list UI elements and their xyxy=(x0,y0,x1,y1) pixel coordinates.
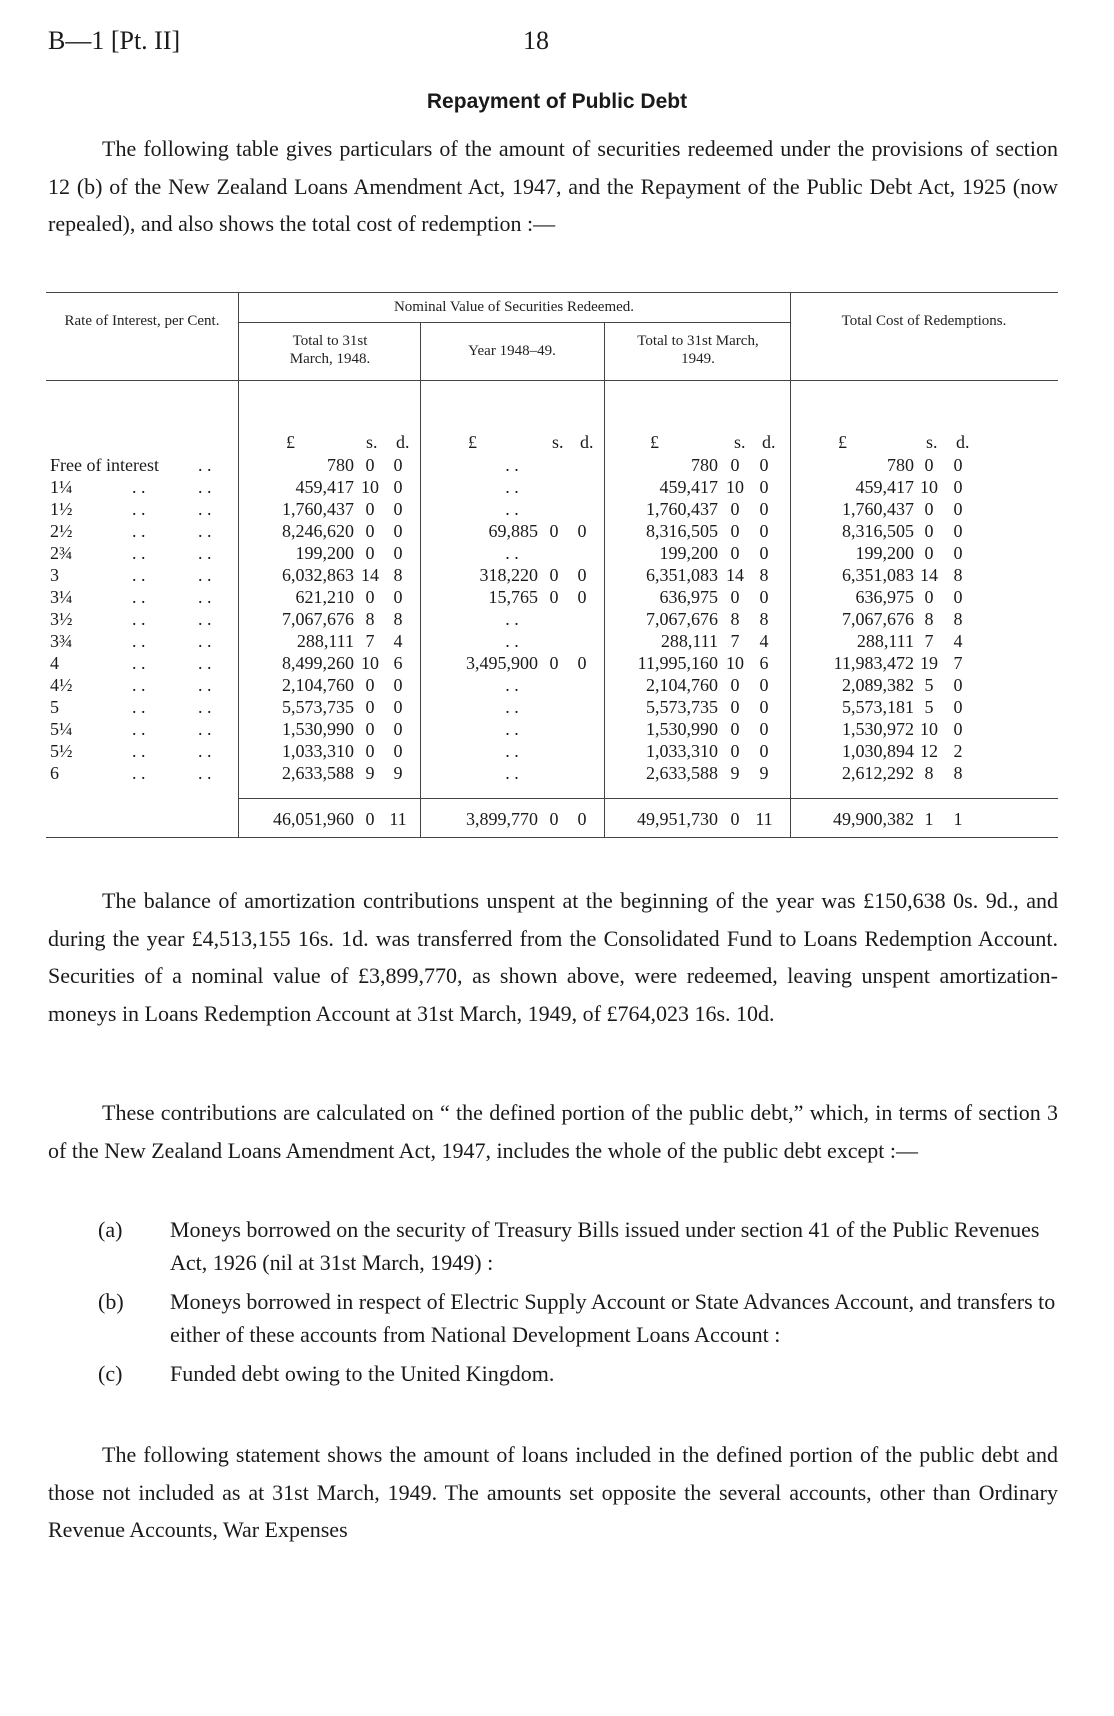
table-row xyxy=(46,520,1058,542)
rate-cell: 6 xyxy=(50,763,59,783)
list-item-text: Moneys borrowed in respect of Electric Supply Account or State Advances Account, and transfers to either of these accounts from National Development Loans Account : xyxy=(170,1289,1056,1347)
cost-pounds: 2,089,382 xyxy=(842,675,914,695)
total-1948-shillings: 0 xyxy=(365,587,375,607)
year-shillings: 0 xyxy=(549,809,559,829)
total-1949-shillings: 0 xyxy=(730,809,740,829)
total-1948-pounds: 621,210 xyxy=(295,587,354,607)
total-1949-shillings: 0 xyxy=(730,455,740,475)
rate-cell: 3 xyxy=(50,565,59,585)
unit-pence: d. xyxy=(580,432,594,452)
year-leader-dots: . . xyxy=(505,499,519,519)
total-1948-shillings: 0 xyxy=(365,499,375,519)
total-1949-pounds: 1,033,310 xyxy=(646,741,718,761)
cost-shillings: 0 xyxy=(924,499,934,519)
row-leader-dots: . . xyxy=(132,587,146,607)
table-bottom-rule xyxy=(46,837,1058,838)
cost-pounds: 5,573,181 xyxy=(842,697,914,717)
cost-shillings: 10 xyxy=(920,719,938,739)
table-row xyxy=(46,696,1058,718)
document-reference: B—1 [Pt. II] xyxy=(48,26,181,55)
cost-pence: 8 xyxy=(953,763,963,783)
total-1948-pence: 11 xyxy=(389,809,407,829)
rate-cell: 3½ xyxy=(50,609,73,629)
total-1948-pounds: 288,111 xyxy=(296,631,354,651)
year-leader-dots: . . xyxy=(505,719,519,739)
row-leader-dots: . . xyxy=(132,565,146,585)
list-item-label: (b) xyxy=(98,1289,124,1314)
year-leader-dots: . . xyxy=(505,675,519,695)
row-leader-dots: . . xyxy=(198,609,212,629)
header-year-1948-49: Year 1948–49. xyxy=(468,343,556,359)
total-1948-pounds: 5,573,735 xyxy=(282,697,354,717)
total-1948-pence: 9 xyxy=(393,763,403,783)
year-pence: 0 xyxy=(577,521,587,541)
cost-pence: 0 xyxy=(953,719,963,739)
cost-pence: 8 xyxy=(953,565,963,585)
total-1948-pounds: 780 xyxy=(327,455,354,475)
balance-text: The balance of amortization contributions unspent at the beginning of the year was £150,638 0s. 9d., and during the year £4,513,155 16s. 1d. was transferred from the Consolidated Fund to Loans Redemption Account. Securities of a nominal value of £3,899,770, as shown above, were redeemed, leaving unspent amortization-moneys in Loans Redemption Account at 31st March, 1949, of £764,023 16s. 10d. xyxy=(48,888,1058,1026)
total-1949-pounds: 49,951,730 xyxy=(637,809,718,829)
cost-shillings: 1 xyxy=(924,809,934,829)
cost-shillings: 0 xyxy=(924,543,934,563)
total-1948-shillings: 10 xyxy=(361,653,379,673)
year-shillings: 0 xyxy=(549,587,559,607)
total-1948-shillings: 14 xyxy=(361,565,379,585)
total-1949-shillings: 0 xyxy=(730,675,740,695)
header-bottom-rule xyxy=(46,380,1058,381)
year-pounds: 69,885 xyxy=(488,521,538,541)
intro-paragraph xyxy=(48,130,1058,243)
list-item xyxy=(98,1357,1058,1390)
year-shillings: 0 xyxy=(549,565,559,585)
rate-cell: 4 xyxy=(50,653,59,673)
total-1949-shillings: 8 xyxy=(730,609,740,629)
year-leader-dots: . . xyxy=(505,697,519,717)
rate-cell: 4½ xyxy=(50,675,73,695)
total-1948-shillings: 0 xyxy=(365,521,375,541)
row-leader-dots: . . xyxy=(198,565,212,585)
cost-pence: 7 xyxy=(953,653,963,673)
rate-cell: 5½ xyxy=(50,741,73,761)
year-shillings: 0 xyxy=(549,521,559,541)
table-row xyxy=(46,740,1058,762)
total-1948-pence: 8 xyxy=(393,565,403,585)
header-total-1949: Total to 31st March, 1949. xyxy=(637,333,759,367)
header-total-cost: Total Cost of Redemptions. xyxy=(841,313,1007,329)
intro-text: The following table gives particulars of the amount of securities redeemed under the provisions of section 12 (b) of the New Zealand Loans Amendment Act, 1947, and the Repayment of the Public Debt Act, 1925 (now repealed), and also shows the total cost of redemption :— xyxy=(48,136,1058,236)
total-1949-shillings: 0 xyxy=(730,543,740,563)
total-1948-pounds: 8,246,620 xyxy=(282,521,354,541)
total-1948-pence: 0 xyxy=(393,499,403,519)
rate-cell: 2½ xyxy=(50,521,73,541)
unit-pound: £ xyxy=(838,432,847,452)
total-1948-pence: 0 xyxy=(393,543,403,563)
row-leader-dots: . . xyxy=(132,697,146,717)
cost-shillings: 8 xyxy=(924,609,934,629)
page-header xyxy=(48,26,1058,66)
cost-pounds: 199,200 xyxy=(855,543,914,563)
total-1949-shillings: 10 xyxy=(726,477,744,497)
total-1948-shillings: 0 xyxy=(365,697,375,717)
total-1949-pounds: 288,111 xyxy=(660,631,718,651)
total-1949-pounds: 2,104,760 xyxy=(646,675,718,695)
total-1949-shillings: 0 xyxy=(730,521,740,541)
year-pounds: 3,899,770 xyxy=(466,809,538,829)
table-row xyxy=(46,564,1058,586)
unit-shillings: s. xyxy=(926,432,938,452)
cost-pounds: 8,316,505 xyxy=(842,521,914,541)
row-leader-dots: . . xyxy=(198,499,212,519)
cost-pounds: 7,067,676 xyxy=(842,609,914,629)
total-1949-shillings: 9 xyxy=(730,763,740,783)
total-1948-pence: 8 xyxy=(393,609,403,629)
total-1948-pounds: 8,499,260 xyxy=(282,653,354,673)
total-1948-pounds: 2,104,760 xyxy=(282,675,354,695)
total-1949-pence: 0 xyxy=(759,697,769,717)
cost-pounds: 636,975 xyxy=(855,587,914,607)
rate-cell: Free of interest xyxy=(50,455,159,475)
total-1948-pence: 0 xyxy=(393,477,403,497)
total-1948-shillings: 0 xyxy=(365,741,375,761)
total-1949-pounds: 5,573,735 xyxy=(646,697,718,717)
table-body xyxy=(46,454,1058,784)
year-shillings: 0 xyxy=(549,653,559,673)
cost-pence: 0 xyxy=(953,477,963,497)
unit-shillings: s. xyxy=(366,432,378,452)
list-item-label: (a) xyxy=(98,1217,123,1242)
balance-paragraph xyxy=(48,882,1058,1032)
cost-pounds: 288,111 xyxy=(856,631,914,651)
table-row xyxy=(46,630,1058,652)
total-1949-pence: 6 xyxy=(759,653,769,673)
total-1949-pence: 0 xyxy=(759,587,769,607)
year-pence: 0 xyxy=(577,587,587,607)
table-row xyxy=(46,652,1058,674)
total-1949-pence: 0 xyxy=(759,521,769,541)
total-1948-pence: 0 xyxy=(393,741,403,761)
table-row xyxy=(46,542,1058,564)
header-rate: Rate of Interest, per Cent. xyxy=(64,313,220,329)
row-leader-dots: . . xyxy=(198,455,212,475)
total-1949-pounds: 636,975 xyxy=(659,587,718,607)
unit-shillings: s. xyxy=(734,432,746,452)
total-1948-pounds: 1,033,310 xyxy=(282,741,354,761)
statement-text: The following statement shows the amount of loans included in the defined portion of the public debt and those not included as at 31st March, 1949. The amounts set opposite the several accounts, other than Ordinary Revenue Accounts, War Expenses xyxy=(48,1442,1058,1542)
page-number: 18 xyxy=(523,26,549,55)
unit-shillings: s. xyxy=(552,432,564,452)
row-leader-dots: . . xyxy=(132,653,146,673)
total-1948-pence: 0 xyxy=(393,587,403,607)
row-leader-dots: . . xyxy=(132,499,146,519)
table-row xyxy=(46,454,1058,476)
statement-paragraph xyxy=(48,1436,1058,1549)
total-1948-pounds: 6,032,863 xyxy=(282,565,354,585)
total-1949-shillings: 0 xyxy=(730,741,740,761)
rate-cell: 1½ xyxy=(50,499,73,519)
total-1949-pounds: 780 xyxy=(691,455,718,475)
cost-shillings: 5 xyxy=(924,675,934,695)
row-leader-dots: . . xyxy=(198,653,212,673)
cost-pounds: 1,530,972 xyxy=(842,719,914,739)
cost-pounds: 49,900,382 xyxy=(833,809,914,829)
year-pence: 0 xyxy=(577,565,587,585)
rate-cell: 2¾ xyxy=(50,543,73,563)
total-1949-pounds: 11,995,160 xyxy=(637,653,718,673)
table-row xyxy=(46,608,1058,630)
row-leader-dots: . . xyxy=(132,675,146,695)
year-pence: 0 xyxy=(577,809,587,829)
total-1948-shillings: 0 xyxy=(365,719,375,739)
totals-rule xyxy=(238,798,1058,799)
cost-shillings: 7 xyxy=(924,631,934,651)
table-totals-row xyxy=(46,808,1058,830)
total-1949-pence: 0 xyxy=(759,675,769,695)
total-1948-pence: 0 xyxy=(393,719,403,739)
total-1949-pounds: 199,200 xyxy=(659,543,718,563)
list-item-text: Moneys borrowed on the security of Treasury Bills issued under section 41 of the Public Revenues Act, 1926 (nil at 31st March, 1949) : xyxy=(170,1217,1040,1275)
cost-pence: 0 xyxy=(953,499,963,519)
redemption-table xyxy=(46,292,1058,874)
cost-pence: 0 xyxy=(953,543,963,563)
row-leader-dots: . . xyxy=(198,675,212,695)
total-1948-pounds: 46,051,960 xyxy=(273,809,354,829)
total-1948-shillings: 9 xyxy=(365,763,375,783)
list-item xyxy=(98,1213,1058,1279)
year-leader-dots: . . xyxy=(505,763,519,783)
cost-shillings: 0 xyxy=(924,587,934,607)
cost-pounds: 11,983,472 xyxy=(833,653,914,673)
rate-cell: 3¼ xyxy=(50,587,73,607)
total-1948-pounds: 459,417 xyxy=(295,477,354,497)
unit-pound: £ xyxy=(650,432,659,452)
cost-shillings: 0 xyxy=(924,521,934,541)
year-pounds: 15,765 xyxy=(488,587,538,607)
total-1948-shillings: 0 xyxy=(365,455,375,475)
row-leader-dots: . . xyxy=(198,763,212,783)
unit-pence: d. xyxy=(956,432,970,452)
total-1948-pence: 4 xyxy=(393,631,403,651)
year-leader-dots: . . xyxy=(505,477,519,497)
total-1948-shillings: 0 xyxy=(365,543,375,563)
total-1948-shillings: 0 xyxy=(365,809,375,829)
row-leader-dots: . . xyxy=(132,631,146,651)
total-1948-pence: 6 xyxy=(393,653,403,673)
rate-cell: 1¼ xyxy=(50,477,73,497)
cost-pence: 1 xyxy=(953,809,963,829)
exceptions-list xyxy=(98,1213,1058,1396)
row-leader-dots: . . xyxy=(198,741,212,761)
cost-pence: 0 xyxy=(953,675,963,695)
total-1949-pounds: 1,530,990 xyxy=(646,719,718,739)
row-leader-dots: . . xyxy=(132,543,146,563)
table-row xyxy=(46,476,1058,498)
total-1948-shillings: 8 xyxy=(365,609,375,629)
cost-shillings: 0 xyxy=(924,455,934,475)
row-leader-dots: . . xyxy=(198,521,212,541)
table-row xyxy=(46,718,1058,740)
list-item-label: (c) xyxy=(98,1361,123,1386)
year-leader-dots: . . xyxy=(505,543,519,563)
year-pounds: 318,220 xyxy=(479,565,538,585)
total-1948-pounds: 7,067,676 xyxy=(282,609,354,629)
total-1949-pence: 0 xyxy=(759,455,769,475)
total-1948-pence: 0 xyxy=(393,675,403,695)
total-1949-pence: 0 xyxy=(759,543,769,563)
total-1948-pounds: 199,200 xyxy=(295,543,354,563)
row-leader-dots: . . xyxy=(132,719,146,739)
rate-cell: 3¾ xyxy=(50,631,73,651)
cost-pence: 0 xyxy=(953,521,963,541)
total-1949-shillings: 7 xyxy=(730,631,740,651)
cost-pence: 0 xyxy=(953,697,963,717)
rate-cell: 5¼ xyxy=(50,719,73,739)
total-1949-pence: 8 xyxy=(759,609,769,629)
total-1949-shillings: 14 xyxy=(726,565,744,585)
cost-pounds: 1,760,437 xyxy=(842,499,914,519)
table-row xyxy=(46,586,1058,608)
total-1948-shillings: 7 xyxy=(365,631,375,651)
nominal-header-rule xyxy=(238,322,790,323)
total-1949-pounds: 6,351,083 xyxy=(646,565,718,585)
row-leader-dots: . . xyxy=(132,521,146,541)
row-leader-dots: . . xyxy=(198,477,212,497)
year-leader-dots: . . xyxy=(505,609,519,629)
total-1949-pence: 4 xyxy=(759,631,769,651)
table-row xyxy=(46,762,1058,784)
header-nominal: Nominal Value of Securities Redeemed. xyxy=(393,299,635,315)
cost-pounds: 2,612,292 xyxy=(842,763,914,783)
cost-shillings: 19 xyxy=(920,653,938,673)
cost-pounds: 6,351,083 xyxy=(842,565,914,585)
total-1949-shillings: 0 xyxy=(730,719,740,739)
row-leader-dots: . . xyxy=(198,719,212,739)
list-item-text: Funded debt owing to the United Kingdom. xyxy=(170,1361,555,1386)
row-leader-dots: . . xyxy=(198,631,212,651)
total-1949-pence: 9 xyxy=(759,763,769,783)
total-1949-pounds: 7,067,676 xyxy=(646,609,718,629)
table-row xyxy=(46,498,1058,520)
cost-pence: 2 xyxy=(953,741,963,761)
year-leader-dots: . . xyxy=(505,631,519,651)
total-1948-shillings: 10 xyxy=(361,477,379,497)
row-leader-dots: . . xyxy=(132,741,146,761)
contributions-text: These contributions are calculated on “ the defined portion of the public debt,” which, in terms of section 3 of the New Zealand Loans Amendment Act, 1947, includes the whole of the public debt except :— xyxy=(48,1100,1058,1163)
cost-shillings: 10 xyxy=(920,477,938,497)
unit-pence: d. xyxy=(762,432,776,452)
list-item xyxy=(98,1285,1058,1351)
total-1949-pence: 0 xyxy=(759,741,769,761)
total-1949-pence: 11 xyxy=(755,809,773,829)
year-pence: 0 xyxy=(577,653,587,673)
total-1948-pence: 0 xyxy=(393,455,403,475)
cost-shillings: 12 xyxy=(920,741,938,761)
year-pounds: 3,495,900 xyxy=(466,653,538,673)
row-leader-dots: . . xyxy=(198,697,212,717)
cost-pence: 0 xyxy=(953,455,963,475)
total-1949-pence: 8 xyxy=(759,565,769,585)
row-leader-dots: . . xyxy=(132,609,146,629)
total-1948-pence: 0 xyxy=(393,521,403,541)
total-1949-pounds: 2,633,588 xyxy=(646,763,718,783)
cost-shillings: 14 xyxy=(920,565,938,585)
row-leader-dots: . . xyxy=(132,477,146,497)
total-1949-pence: 0 xyxy=(759,477,769,497)
unit-pound: £ xyxy=(286,432,295,452)
cost-shillings: 5 xyxy=(924,697,934,717)
total-1948-pence: 0 xyxy=(393,697,403,717)
row-leader-dots: . . xyxy=(198,543,212,563)
section-title: Repayment of Public Debt xyxy=(426,90,688,113)
total-1949-shillings: 0 xyxy=(730,587,740,607)
total-1948-pounds: 2,633,588 xyxy=(282,763,354,783)
header-total-1948: Total to 31st March, 1948. xyxy=(289,333,371,367)
cost-pounds: 459,417 xyxy=(855,477,914,497)
total-1949-shillings: 0 xyxy=(730,499,740,519)
unit-pence: d. xyxy=(396,432,410,452)
total-1948-pounds: 1,760,437 xyxy=(282,499,354,519)
total-1949-pounds: 8,316,505 xyxy=(646,521,718,541)
cost-pence: 4 xyxy=(953,631,963,651)
total-1949-shillings: 10 xyxy=(726,653,744,673)
total-1949-pence: 0 xyxy=(759,719,769,739)
cost-pence: 8 xyxy=(953,609,963,629)
rate-cell: 5 xyxy=(50,697,59,717)
row-leader-dots: . . xyxy=(198,587,212,607)
table-top-rule xyxy=(46,292,1058,293)
unit-pound: £ xyxy=(468,432,477,452)
contributions-paragraph xyxy=(48,1094,1058,1169)
total-1949-pounds: 459,417 xyxy=(659,477,718,497)
year-leader-dots: . . xyxy=(505,741,519,761)
cost-pounds: 1,030,894 xyxy=(842,741,914,761)
cost-pounds: 780 xyxy=(887,455,914,475)
total-1949-pence: 0 xyxy=(759,499,769,519)
table-row xyxy=(46,674,1058,696)
total-1948-pounds: 1,530,990 xyxy=(282,719,354,739)
cost-shillings: 8 xyxy=(924,763,934,783)
total-1948-shillings: 0 xyxy=(365,675,375,695)
total-1949-pounds: 1,760,437 xyxy=(646,499,718,519)
total-1949-shillings: 0 xyxy=(730,697,740,717)
row-leader-dots: . . xyxy=(132,763,146,783)
year-leader-dots: . . xyxy=(505,455,519,475)
cost-pence: 0 xyxy=(953,587,963,607)
